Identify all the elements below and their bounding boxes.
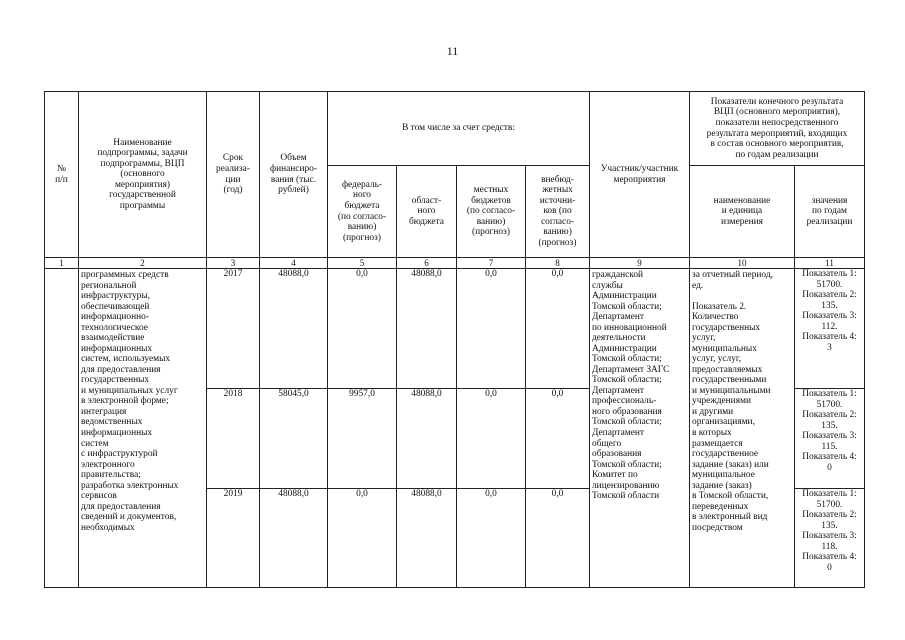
table-row: [45, 269, 865, 389]
year-cell: 2018: [207, 389, 260, 489]
header-participant: Участник/участник мероприятия: [590, 92, 690, 258]
local-cell: 0,0: [457, 489, 526, 588]
header-name: Наименование подпрограммы, задачи подпрограммы, ВЦП (основного мероприятия) государственной программы: [79, 92, 207, 258]
federal-cell: 0,0: [328, 269, 397, 389]
federal-cell: 0,0: [328, 489, 397, 588]
subprogram-name: программных средств региональной инфраструктуры, обеспечивающей информационно- технологическое взаимодействие информационных систем, используемых для предоставления государственных и муниципальных услуг в электронной форме; интеграция ведомственных информационных систем с инфраструктурой электронного правительства; разработка электронных сервисов для предоставления сведений и документов, необходимых: [79, 269, 207, 588]
column-number: 2: [79, 258, 207, 269]
year-cell: 2019: [207, 489, 260, 588]
federal-cell: 9957,0: [328, 389, 397, 489]
local-cell: 0,0: [457, 389, 526, 489]
extra-cell: 0,0: [526, 389, 590, 489]
header-local: местных бюджетов (по согласо- ванию) (прогноз): [457, 166, 526, 258]
column-number: 7: [457, 258, 526, 269]
indicator-values-cell: Показатель 1: 51700. Показатель 2: 135. Показатель 3: 112. Показатель 4: 3: [795, 269, 865, 389]
indicator-name-cell: за отчетный период, ед. Показатель 2. Количество государственных услуг, муниципальных услуг, услуг, предоставляемых государственными и муниципальными учреждениями и другими организациями, в которых размещается государственное задание (заказ) или муниципальное задание (заказ) в Томской области, переведенных в электронный вид посредством: [690, 269, 795, 588]
local-cell: 0,0: [457, 269, 526, 389]
header-indicators: Показатели конечного результата ВЦП (основного мероприятия), показатели непосредственного результата мероприятий, входящих в состав основного мероприятия, по годам реализации: [690, 92, 865, 166]
header-no: № п/п: [45, 92, 79, 258]
page-number: 11: [446, 44, 459, 58]
program-table: [44, 91, 865, 588]
extra-cell: 0,0: [526, 489, 590, 588]
header-indicator-name: наименование и единица измерения: [690, 166, 795, 258]
column-number: 6: [397, 258, 457, 269]
column-number: 3: [207, 258, 260, 269]
row-number-cell: [45, 269, 79, 588]
column-number: 1: [45, 258, 79, 269]
regional-cell: 48088,0: [397, 489, 457, 588]
header-volume: Объем финансиро- вания (тыс. рублей): [260, 92, 328, 258]
header-including: В том числе за счет средств:: [328, 92, 590, 166]
column-number: 4: [260, 258, 328, 269]
header-federal: федераль- ного бюджета (по согласо- ванию) (прогноз): [328, 166, 397, 258]
regional-cell: 48088,0: [397, 269, 457, 389]
header-extra: внебюд- жетных источни- ков (по согласо- ванию) (прогноз): [526, 166, 590, 258]
header-term: Срок реализа- ции (год): [207, 92, 260, 258]
regional-cell: 48088,0: [397, 389, 457, 489]
column-number: 8: [526, 258, 590, 269]
column-number: 10: [690, 258, 795, 269]
column-number: 5: [328, 258, 397, 269]
indicator-values-cell: Показатель 1: 51700. Показатель 2: 135. Показатель 3: 118. Показатель 4: 0: [795, 489, 865, 588]
participant-cell: гражданской службы Администрации Томской области; Департамент по инновационной деятельности Администрации Томской области; Департамент ЗАГС Томской области; Департамент профессиональ- ного образования Томской области; Департамент общего образования Томской области; Комитет по лицензированию Томской области: [590, 269, 690, 588]
column-numbers-row: [45, 258, 865, 269]
volume-cell: 48088,0: [260, 489, 328, 588]
indicator-values-cell: Показатель 1: 51700. Показатель 2: 135. Показатель 3: 115. Показатель 4: 0: [795, 389, 865, 489]
year-cell: 2017: [207, 269, 260, 389]
extra-cell: 0,0: [526, 269, 590, 389]
header-indicator-values: значения по годам реализации: [795, 166, 865, 258]
header-regional: област- ного бюджета: [397, 166, 457, 258]
volume-cell: 58045,0: [260, 389, 328, 489]
column-number: 9: [590, 258, 690, 269]
column-number: 11: [795, 258, 865, 269]
volume-cell: 48088,0: [260, 269, 328, 389]
